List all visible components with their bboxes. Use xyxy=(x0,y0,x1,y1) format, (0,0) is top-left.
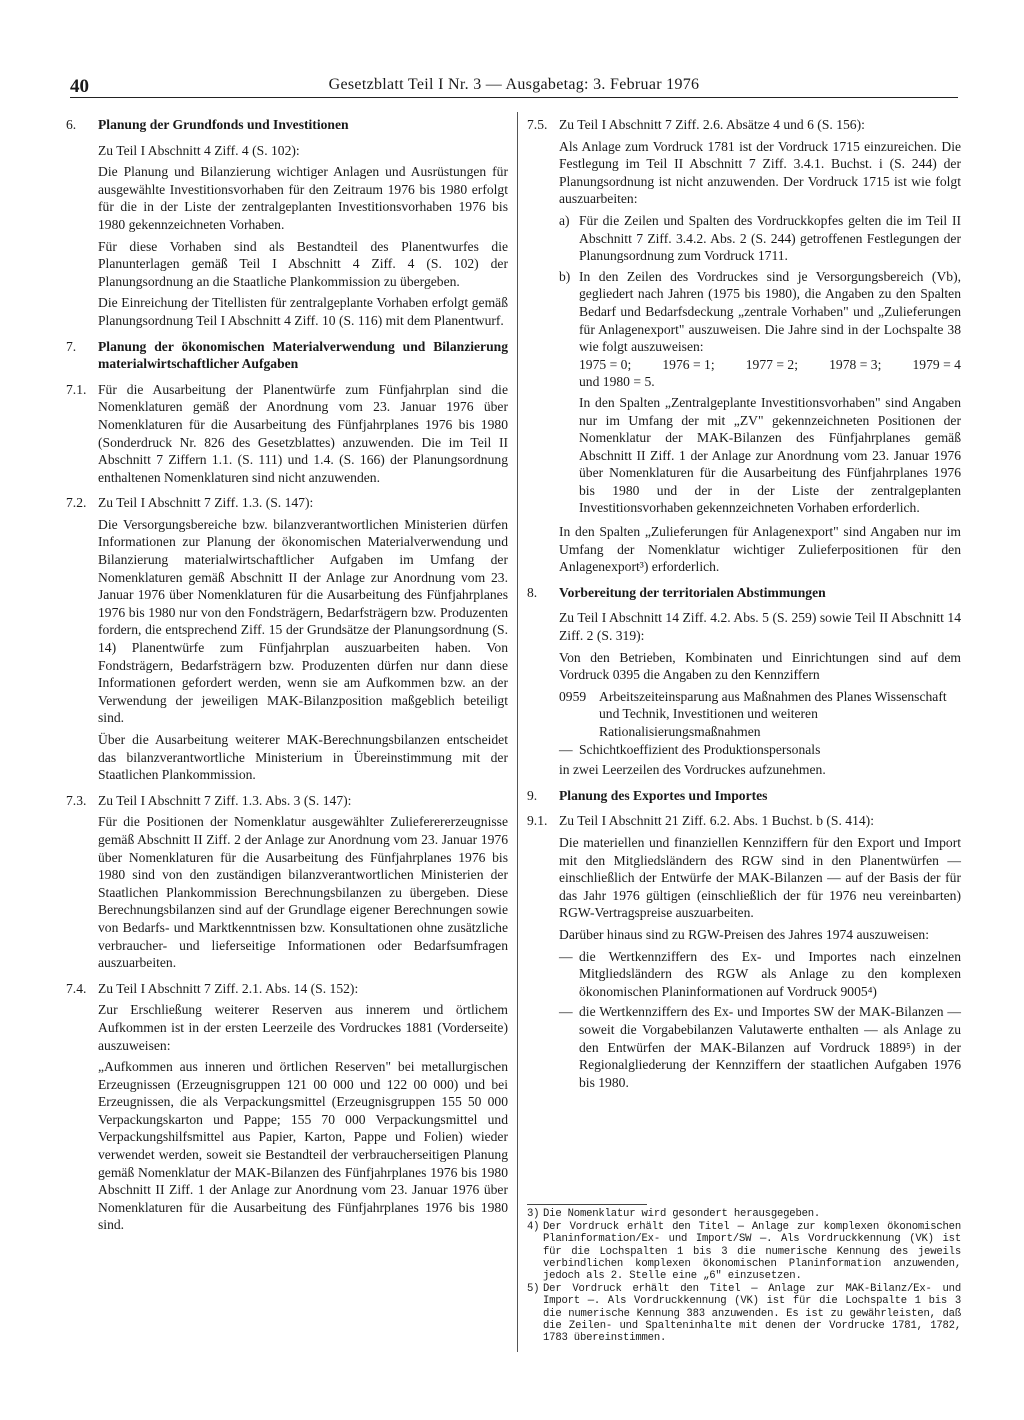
footnote-mark: 3) xyxy=(527,1208,540,1220)
footnotes xyxy=(527,1208,961,1345)
footnote xyxy=(527,1221,961,1282)
section-9 xyxy=(527,787,961,805)
section-number: 9. xyxy=(527,787,538,803)
paragraph: Zur Erschließung weiterer Reserven aus innerem und örtlichem Aufkommen ist in der ersten Leerzeile des Vordruckes 1881 (Vorderseite) auszuweisen: xyxy=(98,1002,508,1053)
footnote-text: Der Vordruck erhält den Titel — Anlage zur komplexen ökonomischen Planinformation/Ex- und Import/SW —. Als Vordruckkennung (VK) ist für die Lochspalten 1 bis 3 die numerische Kennung des jeweils verbindlichen komplexen ökonomischen Planinformation anzuwenden, jedoch als 2. Stelle eine „6" einzusetzen. xyxy=(543,1221,961,1283)
section-7-4 xyxy=(66,980,508,1234)
year-code: 1978 = 3; xyxy=(829,356,882,372)
paragraph: Über die Ausarbeitung weiterer MAK-Berechnungsbilanzen entscheidet das bilanzverantwortliche Ministerium in Übereinstimmung mit der Staatlichen Plankommission. xyxy=(98,732,508,783)
year-code: 1976 = 1; xyxy=(662,356,715,372)
year-code: 1975 = 0; xyxy=(579,356,632,372)
year-code: 1977 = 2; xyxy=(745,356,798,372)
reference-line: Zu Teil I Abschnitt 7 Ziff. 2.6. Absätze 4 und 6 (S. 156): xyxy=(559,117,865,132)
section-7-5 xyxy=(527,116,961,576)
column-divider xyxy=(517,112,518,1352)
year-code: 1979 = 4 xyxy=(912,356,961,372)
left-column xyxy=(66,114,508,1238)
dash-text: Schichtkoeffizient des Produktionspersonals xyxy=(579,741,821,757)
section-number: 7.5. xyxy=(527,117,548,132)
section-heading: Planung des Exportes und Importes xyxy=(559,787,768,803)
header-title: Gesetzblatt Teil I Nr. 3 — Ausgabetag: 3. Februar 1976 xyxy=(328,76,700,93)
right-column xyxy=(527,114,961,1094)
reference-line: Zu Teil I Abschnitt 21 Ziff. 6.2. Abs. 1 Buchst. b (S. 414): xyxy=(559,813,874,829)
reference-line: Zu Teil I Abschnitt 7 Ziff. 1.3. Abs. 3 (S. 147): xyxy=(98,792,352,808)
year-code: und 1980 = 5. xyxy=(579,374,655,390)
dash-text: die Wertkennziffern des Ex- und Importes nach einzelnen Mitgliedsländern des RGW als Anlage zu den komplexen ökonomischen Planinformationen auf Vordruck 9005⁴) xyxy=(579,948,961,999)
section-heading: Planung der Grundfonds und Investitionen xyxy=(98,117,349,132)
year-code-line xyxy=(579,356,961,374)
footnote-mark: 4) xyxy=(527,1221,540,1234)
footnote-text: Der Vordruck erhält den Titel — Anlage zur MAK-Bilanz/Ex- und Import —. Als Vordruckkennung (VK) ist für die Lochspalte 1 bis 3 die numerische Kennung 383 anzuwenden. Es ist zu gewährleisten, daß die Zeilen- und Spalteninhalte mit denen der Vordrucke 1781, 1782, 1783 übereinstimmen. xyxy=(543,1283,961,1345)
paragraph: Darüber hinaus sind zu RGW-Preisen des Jahres 1974 auszuweisen: xyxy=(559,926,929,942)
section-7-2 xyxy=(66,494,508,784)
item-label: a) xyxy=(559,212,570,228)
section-number: 7.1. xyxy=(66,381,87,397)
section-number: 8. xyxy=(527,584,538,600)
paragraph: Für diese Vorhaben sind als Bestandteil des Planentwurfes die Planunterlagen gemäß Teil I Abschnitt 4 Ziff. 4 (S. 102) der Planungsordnung an die Staatliche Plankommission zu übergeben. xyxy=(98,238,508,289)
paragraph: in zwei Leerzeilen des Vordruckes aufzunehmen. xyxy=(559,762,826,778)
reference-line: Zu Teil I Abschnitt 7 Ziff. 1.3. (S. 147): xyxy=(98,495,314,511)
header-rule xyxy=(70,97,958,98)
dash-mark: — xyxy=(559,948,573,964)
list-item xyxy=(559,268,961,517)
paragraph: Die materiellen und finanziellen Kennziffern für den Export und Import mit den Mitgliedsländern des RGW sind in den Planentwürfen — einschließlich der Entwürfe der MAK-Bilanzen — auf der Basis der für das Jahr 1976 gültigen (einschließlich der für 1976 neu vereinbarten) RGW-Vertragspreise auszuarbeiten. xyxy=(559,834,961,921)
section-7-3 xyxy=(66,792,508,972)
reference-line: Zu Teil I Abschnitt 14 Ziff. 4.2. Abs. 5 (S. 259) sowie Teil II Abschnitt 14 Ziff. 2 (S. 319): xyxy=(559,610,961,644)
section-number: 7.4. xyxy=(66,980,87,996)
item-label: b) xyxy=(559,268,571,284)
section-8 xyxy=(527,584,961,779)
dash-mark: — xyxy=(559,741,573,757)
dash-item xyxy=(559,1003,961,1091)
paragraph: „Aufkommen aus inneren und örtlichen Reserven" bei metallurgischen Erzeugnissen (Erzeugnisgruppen 121 00 000 und 122 00 000) und bei Erzeugnissen, die als Verpackungsmittel (Erzeugnisgruppen 155 50 000 Verpackungskarton und Pappe; 155 70 000 Verpackungsmittel und Verpackungshilfsmittel aus Papier, Karton, Pappe und Folien) wieder verwendet werden, soweit sie Bestandteil der verbraucherseitigen Planung gemäß Nomenklatur der MAK-Bilanzen des Fünfjahrplanes 1976 bis 1980 Abschnitt II Ziff. 1 der Anlage zur Anordnung vom 23. Januar 1976 über Nomenklaturen für die Ausarbeitung des Fünfjahrplanes 1976 bis 1980 sind. xyxy=(98,1059,508,1233)
reference-line: Zu Teil I Abschnitt 4 Ziff. 4 (S. 102): xyxy=(98,142,300,158)
paragraph: Für die Ausarbeitung der Planentwürfe zum Fünfjahrplan sind die Nomenklaturen gemäß der Anordnung vom 23. Januar 1976 über Nomenklaturen für die Ausarbeitung des Fünfjahrplanes 1976 bis 1980 (Sonderdruck Nr. 826 des Gesetzblattes) anzuwenden. Die im Teil II Abschnitt 7 Ziffern 1.1. (S. 111) und 1.4. (S. 166) der Planungsordnung enthaltenen Nomenklaturen sind nicht anzuwenden. xyxy=(98,381,508,485)
paragraph: Die Versorgungsbereiche bzw. bilanzverantwortlichen Ministerien dürfen Informationen zur Planung der ökonomischen Materialverwendung und Bilanzierung materialwirtschaftlicher Aufgaben im Umfang der Nomenklaturen gemäß Abschnitt II der Anlage zur Anordnung vom 23. Januar 1976 über Nomenklaturen für die Ausarbeitung des Fünfjahrplanes 1976 bis 1980 nur von den Fondsträgern, Bedarfsträgern bzw. Produzenten fordern, die entsprechend Ziff. 15 der Grundsätze der Planungsordnung (S. 14) Planentwürfe zum Fünfjahrplan auszuarbeiten haben. Von Fondsträgern, Bedarfsträgern bzw. Produzenten dürfen nur dann diese Informationen gefordert werden, wenn sie am Aufkommen bzw. an der Verwendung der jeweiligen MAK-Bilanzposition maßgeblich beteiligt sind. xyxy=(98,516,508,726)
paragraph: Als Anlage zum Vordruck 1781 ist der Vordruck 1715 einzureichen. Die Festlegung im Teil II Abschnitt 7 Ziff. 3.4.1. Buchst. i (S. 244) der Planungsordnung ist nicht anzuwenden. Der Vordruck 1715 ist wie folgt auszuarbeiten: xyxy=(559,138,961,207)
section-number: 7. xyxy=(66,338,77,354)
section-7 xyxy=(66,338,508,373)
footnote-text: Die Nomenklatur wird gesondert herausgegeben. xyxy=(543,1208,821,1220)
section-6 xyxy=(66,116,508,330)
indicator-item xyxy=(559,688,961,741)
dash-mark: — xyxy=(559,1004,573,1020)
section-heading: Planung der ökonomischen Materialverwendung und Bilanzierung materialwirtschaftlicher Aufgaben xyxy=(98,338,508,372)
section-number: 6. xyxy=(66,117,77,132)
section-heading: Vorbereitung der territorialen Abstimmungen xyxy=(559,584,826,600)
item-text: In den Spalten „Zentralgeplante Investitionsvorhaben" sind Angaben nur im Umfang der mit „ZV" gekennzeichneten Positionen der Nomenklatur der MAK-Bilanzen des Fünfjahrplanes gemäß Abschnitt II Ziff. 1 der Anlage zur Anordnung vom 23. Januar 1976 über Nomenklaturen für die Ausarbeitung des Fünfjahrplanes 1976 bis 1980 und der in der Liste der zentralgeplanten Investitionsvorhaben gekennzeichneten Vorhaben erforderlich. xyxy=(579,394,961,516)
paragraph: Die Einreichung der Titellisten für zentralgeplante Vorhaben erfolgt gemäß Planungsordnung Teil I Abschnitt 4 Ziff. 10 (S. 116) mit dem Planentwurf. xyxy=(98,295,508,328)
footnote-mark: 5) xyxy=(527,1283,540,1296)
reference-line: Zu Teil I Abschnitt 7 Ziff. 2.1. Abs. 14 (S. 152): xyxy=(98,980,359,996)
section-number: 7.3. xyxy=(66,792,87,808)
dash-item xyxy=(559,948,961,1001)
page-header xyxy=(70,76,958,98)
item-text: In den Zeilen des Vordruckes sind je Versorgungsbereich (Vb), gegliedert nach Jahren (1975 bis 1980), die Angaben zu den Spalten Bedarf und Bedarfsdeckung „zentrale Vorhaben" und „Zulieferungen für Anlagenexport" auszuweisen. Die Jahre sind in der Lochspalte 38 wie folgt auszuweisen: xyxy=(579,268,961,355)
paragraph: In den Spalten „Zulieferungen für Anlagenexport" sind Angaben nur im Umfang der Nomenklatur wichtiger Zulieferpositionen für den Anlagenexport³) erforderlich. xyxy=(559,524,961,575)
indicator-text: Arbeitszeiteinsparung aus Maßnahmen des Planes Wissenschaft und Technik, Investitionen und weiteren Rationalisierungsmaßnahmen xyxy=(599,688,947,739)
indicator-code: 0959 xyxy=(559,688,587,704)
dash-item xyxy=(559,741,961,759)
paragraph: Für die Positionen der Nomenklatur ausgewählter Zulieferererzeugnisse gemäß Abschnitt II Ziff. 2 der Anlage zur Anordnung vom 23. Januar 1976 über Nomenklaturen für die Ausarbeitung des Fünfjahrplanes 1976 bis 1980 sind von den zuständigen bilanzverantwortlichen Ministerien der Staatlichen Plankommission Berechnungsbilanzen zu übergeben. Diese Berechnungsbilanzen sind auf der Grundlage eigener Berechnungen sowie von Bedarfs- und Marktkenntnissen bzw. Konsultationen ohne zusätzliche verbraucher- und lieferseitige Informationen oder Bedarfsumfragen auszuarbeiten. xyxy=(98,814,508,971)
page-number: 40 xyxy=(70,76,89,97)
dash-text: die Wertkennziffern des Ex- und Importes SW der MAK-Bilanzen — soweit die Vorgabebilanzen Valutawerte enthalten — als Anlage zu den Entwürfen der MAK-Bilanzen auf Vordruck 1889⁵) in der Regionalgliederung der Kennziffern der staatlichen Aufgaben 1976 bis 1980. xyxy=(579,1004,961,1090)
item-text: Für die Zeilen und Spalten des Vordruckkopfes gelten die im Teil II Abschnitt 7 Ziff. 3.4.2. Abs. 2 (S. 244) getroffenen Festlegungen der Planungsordnung zum Vordruck 1711. xyxy=(579,212,961,264)
section-7-1 xyxy=(66,381,508,487)
section-9-1 xyxy=(527,812,961,1091)
list-item xyxy=(559,212,961,265)
section-number: 7.2. xyxy=(66,495,87,511)
footnote xyxy=(527,1208,961,1220)
paragraph: Von den Betrieben, Kombinaten und Einrichtungen sind auf dem Vordruck 0395 die Angaben zu den Kennziffern xyxy=(559,649,961,683)
paragraph: Die Planung und Bilanzierung wichtiger Anlagen und Ausrüstungen für ausgewählte Investitionsvorhaben für den Zeitraum 1976 bis 1980 erfolgt für die in der Liste der zentralgeplanten Investitionsvorhaben 1976 bis 1980 gekennzeichneten Vorhaben. xyxy=(98,164,508,232)
footnote xyxy=(527,1283,961,1344)
footnote-rule xyxy=(527,1204,647,1205)
section-number: 9.1. xyxy=(527,813,548,829)
